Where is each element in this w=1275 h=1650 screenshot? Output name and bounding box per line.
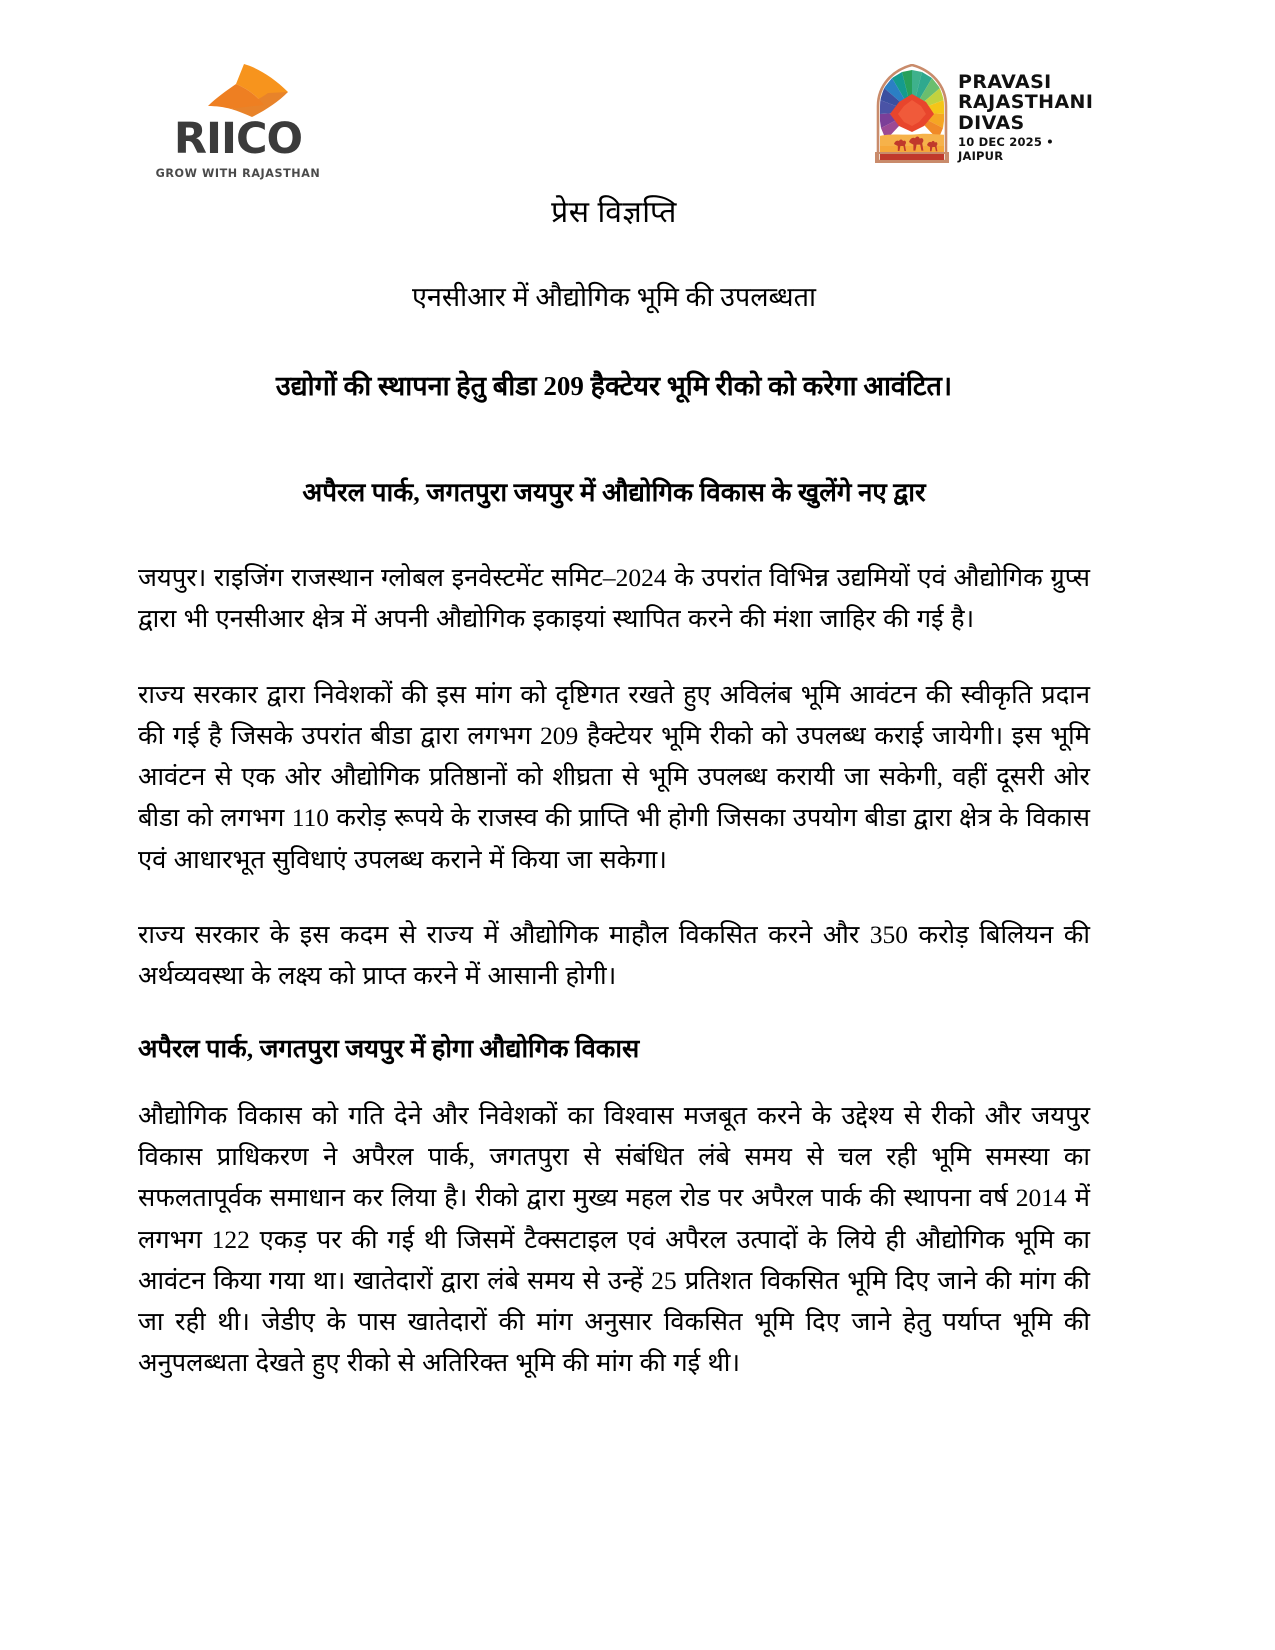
prd-emblem-icon [872, 64, 952, 164]
prd-line-2: RAJASTHANI [958, 91, 1094, 114]
paragraph-4: औद्योगिक विकास को गति देने और निवेशकों का विश्वास मजबूत करने के उद्देश्य से रीको और जयपुर विकास प्राधिकरण ने अपैरल पार्क, जगतपुरा से संबंधित लंबे समय से चल रही भूमि समस्या का सफलतापूर्वक समाधान कर लिया है। रीको द्वारा मुख्य महल रोड पर अपैरल पार्क की स्थापना वर्ष 2014 में लगभग 122 एकड़ पर की गई थी जिसमें टैक्सटाइल एवं अपैरल उत्पादों के लिये ही औद्योगिक भूमि का आवंटन किया गया था। खातेदारों द्वारा लंबे समय से उन्हें 25 प्रतिशत विकसित भूमि दिए जाने की मांग की जा रही थी। जेडीए के पास खातेदारों की मांग अनुसार विकसित भूमि दिए जाने हेतु पर्याप्त भूमि की अनुपलब्धता देखते हुए रीको से अतिरिक्त भूमि की मांग की गई थी। [138, 1100, 1090, 1378]
prd-text-block [958, 72, 1093, 163]
subtitle-availability: एनसीआर में औद्योगिक भूमि की उपलब्धता [411, 282, 816, 312]
paragraph-1: जयपुर। राइजिंग राजस्थान ग्लोबल इनवेस्टमेंट समिट–2024 के उपरांत विभिन्न उद्यमियों एवं औद्योगिक ग्रुप्स द्वारा भी एनसीआर क्षेत्र में अपनी औद्योगिक इकाइयां स्थापित करने की मंशा जाहिर की गई है। [138, 563, 1090, 634]
paragraph-2: राज्य सरकार द्वारा निवेशकों की इस मांग को दृष्टिगत रखते हुए अविलंब भूमि आवंटन की स्वीकृति प्रदान की गई है जिसके उपरांत बीडा द्वारा लगभग 209 हैक्टेयर भूमि रीको को उपलब्ध कराई जायेगी। इस भूमि आवंटन से एक ओर औद्योगिक प्रतिष्ठानों को शीघ्रता से भूमि उपलब्ध करायी जा सकेगी, वहीं दूसरी ओर बीडा को लगभग 110 करोड़ रूपये के राजस्व की प्राप्ति भी होगी जिसका उपयोग बीडा द्वारा क्षेत्र के विकास एवं आधारभूत सुविधाएं उपलब्ध कराने में किया जा सकेगा। [138, 679, 1090, 874]
prd-line-3: DIVAS [958, 111, 1025, 134]
document-header [0, 0, 1275, 180]
prd-date-location: 10 DEC 2025 • JAIPUR [958, 134, 1054, 163]
paragraph-3: राज्य सरकार के इस कदम से राज्य में औद्योगिक माहौल विकसित करने और 350 करोड़ बिलियन की अर्थव्यवस्था के लक्ष्य को प्राप्त करने में आसानी होगी। [138, 920, 1090, 991]
riico-swoosh-icon [200, 62, 292, 122]
riico-wordmark: RIICO [173, 114, 303, 164]
pravasi-rajasthani-divas-logo [872, 64, 1094, 169]
riico-tagline: GROW WITH RAJASTHAN [155, 166, 321, 180]
page-title: प्रेस विज्ञप्ति [551, 196, 677, 229]
subtitle-allocation: उद्योगों की स्थापना हेतु बीडा 209 हैक्टेयर भूमि रीको को करेगा आवंटित। [275, 371, 953, 401]
section-heading-apparel-park: अपैरल पार्क, जगतपुरा जयपुर में होगा औद्योगिक विकास [138, 1033, 640, 1063]
document-body [138, 190, 1090, 1384]
prd-line-1: PRAVASI [958, 71, 1052, 93]
subtitle-apparel-park: अपैरल पार्क, जगतपुरा जयपुर में औद्योगिक विकास के खुलेंगे नए द्वार [302, 478, 926, 507]
riico-logo [148, 62, 328, 180]
